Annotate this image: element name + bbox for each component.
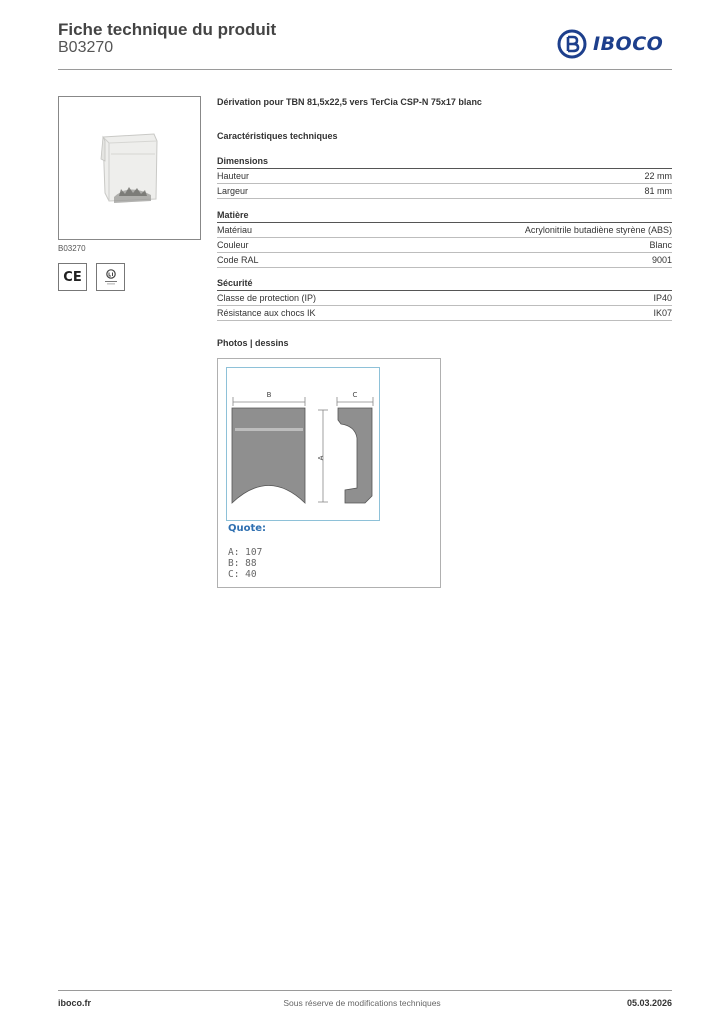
ce-mark-label: CE: [63, 269, 82, 285]
spec-value: Acrylonitrile butadiène styrène (ABS): [524, 225, 672, 235]
dimension-c-label: C: [352, 391, 358, 399]
page-title: Fiche technique du produit: [58, 20, 277, 39]
dimension-a-label: A: [317, 455, 325, 461]
spec-group-dimensions: [217, 154, 672, 199]
footer-divider: [58, 990, 672, 991]
spec-label: Hauteur: [217, 171, 250, 181]
product-code: B03270: [58, 39, 114, 56]
footer-notice: Sous réserve de modifications techniques: [283, 998, 441, 1008]
spec-value: 22 mm: [644, 171, 672, 181]
iboco-logo-icon: [557, 29, 587, 59]
group-title: Dimensions: [217, 154, 672, 169]
spec-label: Résistance aux chocs IK: [217, 308, 316, 318]
spec-group-material: [217, 208, 672, 268]
spec-label: Couleur: [217, 240, 249, 250]
technical-drawing: [217, 358, 441, 588]
spec-value: Blanc: [649, 240, 672, 250]
spec-row: [217, 184, 672, 199]
spec-row: [217, 291, 672, 306]
quote-title: Quote:: [228, 523, 267, 534]
group-title: Matière: [217, 208, 672, 223]
header-divider: [58, 69, 672, 70]
spec-row: [217, 223, 672, 238]
spec-value: 9001: [651, 255, 672, 265]
spec-label: Matériau: [217, 225, 253, 235]
spec-row: [217, 238, 672, 253]
quote-a: A: 107: [228, 547, 263, 558]
product-image-caption: B03270: [58, 244, 86, 253]
iboco-logo: [557, 28, 675, 60]
spec-value: 81 mm: [644, 186, 672, 196]
spec-label: Classe de protection (IP): [217, 293, 317, 303]
spec-label: Largeur: [217, 186, 249, 196]
product-photo-icon: [59, 97, 200, 239]
spec-row: [217, 169, 672, 184]
group-title: Sécurité: [217, 276, 672, 291]
spec-label: Code RAL: [217, 255, 259, 265]
drawing-area: [226, 367, 380, 521]
ce-mark-icon: [58, 263, 87, 291]
product-image: [58, 96, 201, 240]
footer-website: iboco.fr: [58, 998, 91, 1008]
quote-b: B: 88: [228, 558, 257, 569]
spec-row: [217, 253, 672, 268]
spec-row: [217, 306, 672, 321]
spec-value: IK07: [653, 308, 672, 318]
quote-c: C: 40: [228, 569, 257, 580]
footer-date: 05.03.2026: [626, 998, 672, 1008]
ul-listed-icon: [96, 263, 125, 291]
spec-group-safety: [217, 276, 672, 321]
spec-value: IP40: [653, 293, 672, 303]
photos-title: Photos | dessins: [217, 338, 289, 348]
specs-title: Caractéristiques techniques: [217, 131, 338, 141]
product-description: Dérivation pour TBN 81,5x22,5 vers TerCia CSP-N 75x17 blanc: [217, 97, 482, 107]
logo-wordmark: IBOCO: [593, 33, 664, 55]
dimension-b-label: B: [266, 391, 272, 399]
